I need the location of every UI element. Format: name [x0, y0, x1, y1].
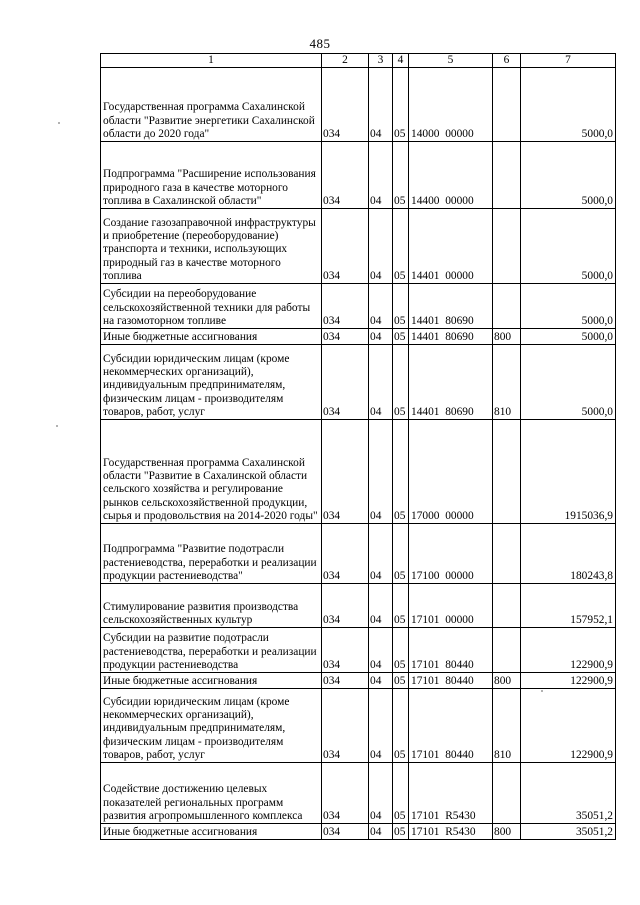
table-row	[101, 524, 616, 584]
target-article-direction: 00000	[445, 195, 474, 207]
row-expense-type-code	[493, 628, 521, 673]
target-article-direction: 80440	[445, 659, 474, 671]
row-subsection-code: 05	[393, 824, 409, 840]
table-row	[101, 329, 616, 345]
page-number: 485	[309, 36, 331, 51]
row-expense-type-code	[493, 68, 521, 142]
row-subsection-code: 05	[393, 209, 409, 284]
row-amount: 1915036,9	[521, 420, 616, 524]
table-row	[101, 68, 616, 142]
row-expense-type-code	[493, 209, 521, 284]
scan-speck	[58, 122, 60, 124]
row-expense-type-code: 800	[493, 824, 521, 840]
row-ministry-code: 034	[322, 628, 369, 673]
target-article-program: 14400	[411, 195, 440, 207]
row-subsection-code: 05	[393, 763, 409, 824]
target-article-direction: 80690	[445, 315, 474, 327]
target-article-program: 17101	[411, 659, 440, 671]
header-cell: 1	[101, 54, 322, 68]
row-description: Иные бюджетные ассигнования	[101, 329, 322, 345]
row-section-code: 04	[369, 329, 393, 345]
target-article-direction: 80440	[445, 749, 474, 761]
row-section-code: 04	[369, 763, 393, 824]
target-article-program: 17101	[411, 810, 440, 822]
header-cell: 2	[322, 54, 369, 68]
row-expense-type-code	[493, 584, 521, 628]
row-target-article-code	[409, 763, 493, 824]
table-row	[101, 673, 616, 689]
row-amount: 157952,1	[521, 584, 616, 628]
target-article-program: 14401	[411, 406, 440, 418]
row-description: Содействие достижению целевых показателей региональных программ развития агропромышленного комплекса	[101, 763, 322, 824]
target-article-direction: 80690	[445, 331, 474, 343]
row-target-article-code	[409, 628, 493, 673]
row-expense-type-code	[493, 763, 521, 824]
row-description: Государственная программа Сахалинской области "Развитие в Сахалинской области сельского хозяйства и регулирование рынков сельскохозяйственной продукции, сырья и продовольствия на 2014-2020 годы"	[101, 420, 322, 524]
row-subsection-code: 05	[393, 628, 409, 673]
row-amount: 122900,9	[521, 689, 616, 763]
target-article-program: 17101	[411, 614, 440, 626]
row-description: Создание газозаправочной инфраструктуры и приобретение (переоборудование) транспорта и техники, использующих природный газ в качестве моторного топлива	[101, 209, 322, 284]
row-target-article-code	[409, 68, 493, 142]
target-article-direction: 00000	[445, 510, 474, 522]
row-amount: 5000,0	[521, 345, 616, 420]
row-amount: 180243,8	[521, 524, 616, 584]
row-ministry-code: 034	[322, 420, 369, 524]
row-amount: 5000,0	[521, 329, 616, 345]
row-section-code: 04	[369, 628, 393, 673]
row-expense-type-code: 800	[493, 329, 521, 345]
table-row	[101, 420, 616, 524]
row-ministry-code: 034	[322, 142, 369, 209]
row-ministry-code: 034	[322, 524, 369, 584]
table-header-row	[101, 54, 616, 68]
row-amount: 5000,0	[521, 142, 616, 209]
row-subsection-code: 05	[393, 329, 409, 345]
row-subsection-code: 05	[393, 689, 409, 763]
header-cell: 4	[393, 54, 409, 68]
row-ministry-code: 034	[322, 763, 369, 824]
target-article-program: 17000	[411, 510, 440, 522]
table-row	[101, 284, 616, 329]
row-section-code: 04	[369, 284, 393, 329]
target-article-direction: 00000	[445, 128, 474, 140]
row-description: Субсидии юридическим лицам (кроме некоммерческих организаций), индивидуальным предпринимателям, физическим лицам - производителям товаров, работ, услуг	[101, 345, 322, 420]
row-subsection-code: 05	[393, 524, 409, 584]
scan-speck	[56, 425, 58, 427]
table-row	[101, 142, 616, 209]
target-article-program: 14000	[411, 128, 440, 140]
table-row	[101, 345, 616, 420]
row-section-code: 04	[369, 68, 393, 142]
row-target-article-code	[409, 584, 493, 628]
row-target-article-code	[409, 689, 493, 763]
target-article-program: 17101	[411, 826, 440, 838]
target-article-direction: 00000	[445, 614, 474, 626]
row-description: Государственная программа Сахалинской области "Развитие энергетики Сахалинской области до 2020 года"	[101, 68, 322, 142]
row-section-code: 04	[369, 420, 393, 524]
row-target-article-code	[409, 824, 493, 840]
row-subsection-code: 05	[393, 68, 409, 142]
row-description: Иные бюджетные ассигнования	[101, 824, 322, 840]
row-section-code: 04	[369, 673, 393, 689]
row-subsection-code: 05	[393, 345, 409, 420]
target-article-direction: R5430	[445, 826, 476, 838]
row-expense-type-code	[493, 142, 521, 209]
table-row	[101, 209, 616, 284]
target-article-direction: R5430	[445, 810, 476, 822]
row-description: Подпрограмма "Развитие подотрасли растениеводства, переработки и реализации продукции растениеводства"	[101, 524, 322, 584]
row-subsection-code: 05	[393, 584, 409, 628]
row-description: Субсидии на переоборудование сельскохозяйственной техники для работы на газомоторном топливе	[101, 284, 322, 329]
target-article-direction: 80690	[445, 406, 474, 418]
row-target-article-code	[409, 420, 493, 524]
row-ministry-code: 034	[322, 329, 369, 345]
row-expense-type-code: 800	[493, 673, 521, 689]
row-ministry-code: 034	[322, 68, 369, 142]
row-target-article-code	[409, 329, 493, 345]
header-cell: 5	[409, 54, 493, 68]
target-article-direction: 80440	[445, 675, 474, 687]
budget-table	[100, 53, 616, 840]
row-ministry-code: 034	[322, 584, 369, 628]
row-target-article-code	[409, 284, 493, 329]
row-ministry-code: 034	[322, 824, 369, 840]
target-article-program: 17101	[411, 675, 440, 687]
target-article-program: 14401	[411, 331, 440, 343]
row-section-code: 04	[369, 689, 393, 763]
row-section-code: 04	[369, 584, 393, 628]
row-description: Субсидии юридическим лицам (кроме некоммерческих организаций), индивидуальным предпринимателям, физическим лицам - производителям товаров, работ, услуг	[101, 689, 322, 763]
target-article-program: 17100	[411, 570, 440, 582]
target-article-direction: 00000	[445, 270, 474, 282]
row-description: Стимулирование развития производства сельскохозяйственных культур	[101, 584, 322, 628]
row-section-code: 04	[369, 142, 393, 209]
row-expense-type-code	[493, 284, 521, 329]
row-description: Иные бюджетные ассигнования	[101, 673, 322, 689]
scan-speck	[541, 690, 543, 692]
row-ministry-code: 034	[322, 345, 369, 420]
row-amount: 35051,2	[521, 763, 616, 824]
row-description: Подпрограмма "Расширение использования природного газа в качестве моторного топлива в Сахалинской области"	[101, 142, 322, 209]
row-section-code: 04	[369, 524, 393, 584]
row-section-code: 04	[369, 824, 393, 840]
row-subsection-code: 05	[393, 284, 409, 329]
row-ministry-code: 034	[322, 284, 369, 329]
table-row	[101, 824, 616, 840]
row-amount: 5000,0	[521, 284, 616, 329]
row-target-article-code	[409, 673, 493, 689]
row-subsection-code: 05	[393, 142, 409, 209]
row-ministry-code: 034	[322, 209, 369, 284]
table-row	[101, 689, 616, 763]
row-expense-type-code: 810	[493, 345, 521, 420]
row-ministry-code: 034	[322, 673, 369, 689]
row-expense-type-code	[493, 420, 521, 524]
row-target-article-code	[409, 209, 493, 284]
header-cell: 3	[369, 54, 393, 68]
row-expense-type-code	[493, 524, 521, 584]
row-ministry-code: 034	[322, 689, 369, 763]
row-target-article-code	[409, 142, 493, 209]
row-section-code: 04	[369, 345, 393, 420]
table-row	[101, 628, 616, 673]
header-cell: 7	[521, 54, 616, 68]
row-target-article-code	[409, 524, 493, 584]
row-description: Субсидии на развитие подотрасли растениеводства, переработки и реализации продукции растениеводства	[101, 628, 322, 673]
row-amount: 122900,9	[521, 673, 616, 689]
header-cell: 6	[493, 54, 521, 68]
row-subsection-code: 05	[393, 420, 409, 524]
target-article-program: 14401	[411, 270, 440, 282]
target-article-program: 17101	[411, 749, 440, 761]
target-article-program: 14401	[411, 315, 440, 327]
table-row	[101, 584, 616, 628]
row-amount: 5000,0	[521, 68, 616, 142]
row-subsection-code: 05	[393, 673, 409, 689]
row-section-code: 04	[369, 209, 393, 284]
table-row	[101, 763, 616, 824]
row-target-article-code	[409, 345, 493, 420]
row-expense-type-code: 810	[493, 689, 521, 763]
row-amount: 35051,2	[521, 824, 616, 840]
target-article-direction: 00000	[445, 570, 474, 582]
row-amount: 122900,9	[521, 628, 616, 673]
row-amount: 5000,0	[521, 209, 616, 284]
